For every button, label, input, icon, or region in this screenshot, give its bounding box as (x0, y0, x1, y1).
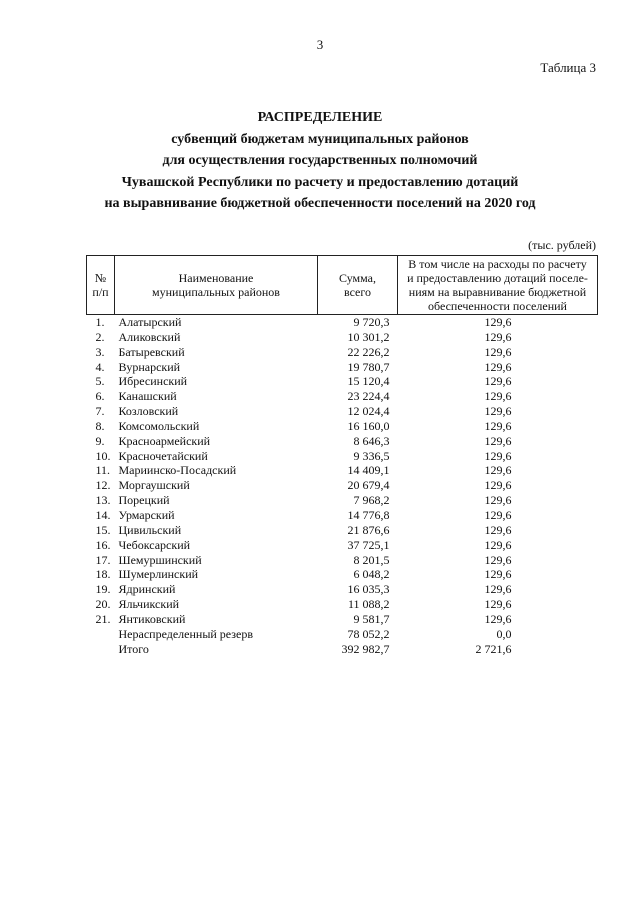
row-number: 19. (95, 582, 111, 597)
header-subsidy-line-2: и предоставлению дотаций поселе- (407, 271, 588, 285)
table-row (87, 404, 598, 419)
row-district: Красночетайский (118, 448, 208, 463)
table-row (87, 419, 598, 434)
row-number: 21. (95, 611, 111, 626)
table-row (87, 612, 598, 627)
row-number: 5. (95, 374, 105, 389)
row-number: 20. (95, 597, 111, 612)
header-number (87, 256, 115, 315)
row-district: Козловский (118, 404, 179, 419)
row-sum: 8 646,3 (353, 433, 390, 448)
table-row (87, 315, 598, 330)
row-number: 15. (95, 522, 111, 537)
row-subsidy: 129,6 (484, 537, 512, 552)
row-subsidy: 129,6 (484, 552, 512, 567)
table-row (87, 389, 598, 404)
row-subsidy: 129,6 (484, 433, 512, 448)
row-district: Канашский (118, 389, 177, 404)
row-district: Мариинско-Посадский (118, 463, 237, 478)
row-sum: 12 024,4 (347, 404, 390, 419)
row-sum: 15 120,4 (347, 374, 390, 389)
row-number: 18. (95, 567, 111, 582)
row-district: Шумерлинский (118, 567, 199, 582)
row-subsidy: 129,6 (484, 315, 512, 329)
row-sum: 6 048,2 (353, 567, 390, 582)
table-body (87, 315, 598, 657)
header-subsidy (398, 256, 598, 315)
row-subsidy: 129,6 (484, 611, 512, 626)
reserve-row (87, 627, 598, 642)
row-number: 7. (95, 404, 105, 419)
table-header-row (87, 256, 598, 315)
row-sum: 392 982,7 (341, 641, 390, 656)
table-row (87, 493, 598, 508)
row-subsidy: 129,6 (484, 344, 512, 359)
row-number: 2. (95, 329, 105, 344)
table-row (87, 345, 598, 360)
row-subsidy: 129,6 (484, 359, 512, 374)
total-row (87, 642, 598, 657)
table-label: Таблица 3 (540, 60, 596, 75)
title-line-5: на выравнивание бюджетной обеспеченности поселений на 2020 год (104, 196, 536, 211)
row-sum: 22 226,2 (347, 344, 390, 359)
title-line-1: РАСПРЕДЕЛЕНИЕ (257, 110, 383, 125)
header-sum-line-1: Сумма, (339, 271, 376, 285)
header-number-line-2: п/п (92, 285, 109, 299)
row-subsidy: 129,6 (484, 389, 512, 404)
row-number: 12. (95, 478, 111, 493)
page-number: 3 (316, 37, 324, 52)
row-number: 13. (95, 493, 111, 508)
row-district: Шемуршинский (118, 552, 202, 567)
row-number: 10. (95, 448, 111, 463)
row-subsidy: 129,6 (484, 404, 512, 419)
table-row (87, 553, 598, 568)
table-row (87, 478, 598, 493)
row-sum: 16 160,0 (347, 418, 390, 433)
row-subsidy: 129,6 (484, 567, 512, 582)
row-district: Нераспределенный резерв (118, 626, 254, 641)
row-district: Ибресинский (118, 374, 188, 389)
row-subsidy: 2 721,6 (475, 641, 512, 656)
table-row (87, 597, 598, 612)
row-sum: 9 720,3 (353, 315, 390, 329)
header-subsidy-line-4: обеспеченности поселений (428, 299, 567, 313)
row-district: Урмарский (118, 507, 175, 522)
row-subsidy: 129,6 (484, 582, 512, 597)
row-number: 6. (95, 389, 105, 404)
header-number-line-1: № (94, 271, 107, 285)
row-number: 1. (95, 315, 105, 329)
row-district: Моргаушский (118, 478, 190, 493)
row-number: 16. (95, 537, 111, 552)
row-subsidy: 0,0 (496, 626, 512, 641)
row-district: Ядринский (118, 582, 176, 597)
row-subsidy: 129,6 (484, 448, 512, 463)
row-sum: 19 780,7 (347, 359, 390, 374)
row-number: 4. (95, 359, 105, 374)
row-sum: 10 301,2 (347, 329, 390, 344)
row-number (87, 642, 115, 657)
row-sum: 20 679,4 (347, 478, 390, 493)
row-subsidy: 129,6 (484, 507, 512, 522)
row-district: Яльчикский (118, 597, 180, 612)
row-subsidy: 129,6 (484, 463, 512, 478)
row-sum: 14 409,1 (347, 463, 390, 478)
header-subsidy-line-1: В том числе на расходы по расчету (408, 257, 587, 271)
header-sum (318, 256, 398, 315)
units-label: (тыс. рублей) (528, 238, 596, 252)
row-sum: 11 088,2 (347, 597, 390, 612)
table-row (87, 567, 598, 582)
table-row (87, 582, 598, 597)
row-sum: 23 224,4 (347, 389, 390, 404)
row-number: 3. (95, 344, 105, 359)
row-number: 11. (95, 463, 111, 478)
row-sum: 9 581,7 (353, 611, 390, 626)
row-sum: 16 035,3 (347, 582, 390, 597)
header-name-line-2: муниципальных районов (152, 285, 280, 299)
distribution-table (86, 255, 598, 656)
row-district: Чебоксарский (118, 537, 191, 552)
table-row (87, 360, 598, 375)
row-number: 9. (95, 433, 105, 448)
row-district: Комсомольский (118, 418, 200, 433)
row-sum: 14 776,8 (347, 507, 390, 522)
row-number: 17. (95, 552, 111, 567)
table-row (87, 463, 598, 478)
row-district: Порецкий (118, 493, 170, 508)
header-sum-line-2: всего (343, 285, 372, 299)
table-row (87, 374, 598, 389)
table-row (87, 538, 598, 553)
row-district: Алатырский (118, 315, 182, 329)
header-name-line-1: Наименование (178, 271, 254, 285)
row-subsidy: 129,6 (484, 493, 512, 508)
title-line-2: субвенций бюджетам муниципальных районов (171, 131, 469, 147)
table-row (87, 508, 598, 523)
header-subsidy-line-3: ниям на выравнивание бюджетной (408, 285, 587, 299)
row-subsidy: 129,6 (484, 418, 512, 433)
row-sum: 8 201,5 (353, 552, 390, 567)
row-sum: 37 725,1 (347, 537, 390, 552)
row-number: 14. (95, 507, 111, 522)
row-subsidy: 129,6 (484, 329, 512, 344)
row-sum: 78 052,2 (347, 626, 390, 641)
table-row (87, 434, 598, 449)
table-row (87, 330, 598, 345)
row-sum: 7 968,2 (353, 493, 390, 508)
row-sum: 21 876,6 (347, 522, 390, 537)
row-district: Аликовский (118, 329, 181, 344)
row-subsidy: 129,6 (484, 374, 512, 389)
row-sum: 9 336,5 (353, 448, 390, 463)
row-district: Итого (118, 641, 149, 656)
row-district: Янтиковский (118, 611, 186, 626)
row-district: Батыревский (118, 344, 185, 359)
table-row (87, 523, 598, 538)
header-name (115, 256, 318, 315)
row-district: Цивильский (118, 522, 182, 537)
table-row (87, 449, 598, 464)
row-number: 8. (95, 418, 105, 433)
document-title (0, 107, 640, 215)
row-subsidy: 129,6 (484, 597, 512, 612)
title-line-4: Чувашской Республики по расчету и предоставлению дотаций (121, 174, 519, 190)
row-district: Вурнарский (118, 359, 181, 374)
row-district: Красноармейский (118, 433, 211, 448)
row-subsidy: 129,6 (484, 522, 512, 537)
row-number (87, 627, 115, 642)
title-line-3: для осуществления государственных полномочий (162, 153, 478, 168)
row-subsidy: 129,6 (484, 478, 512, 493)
